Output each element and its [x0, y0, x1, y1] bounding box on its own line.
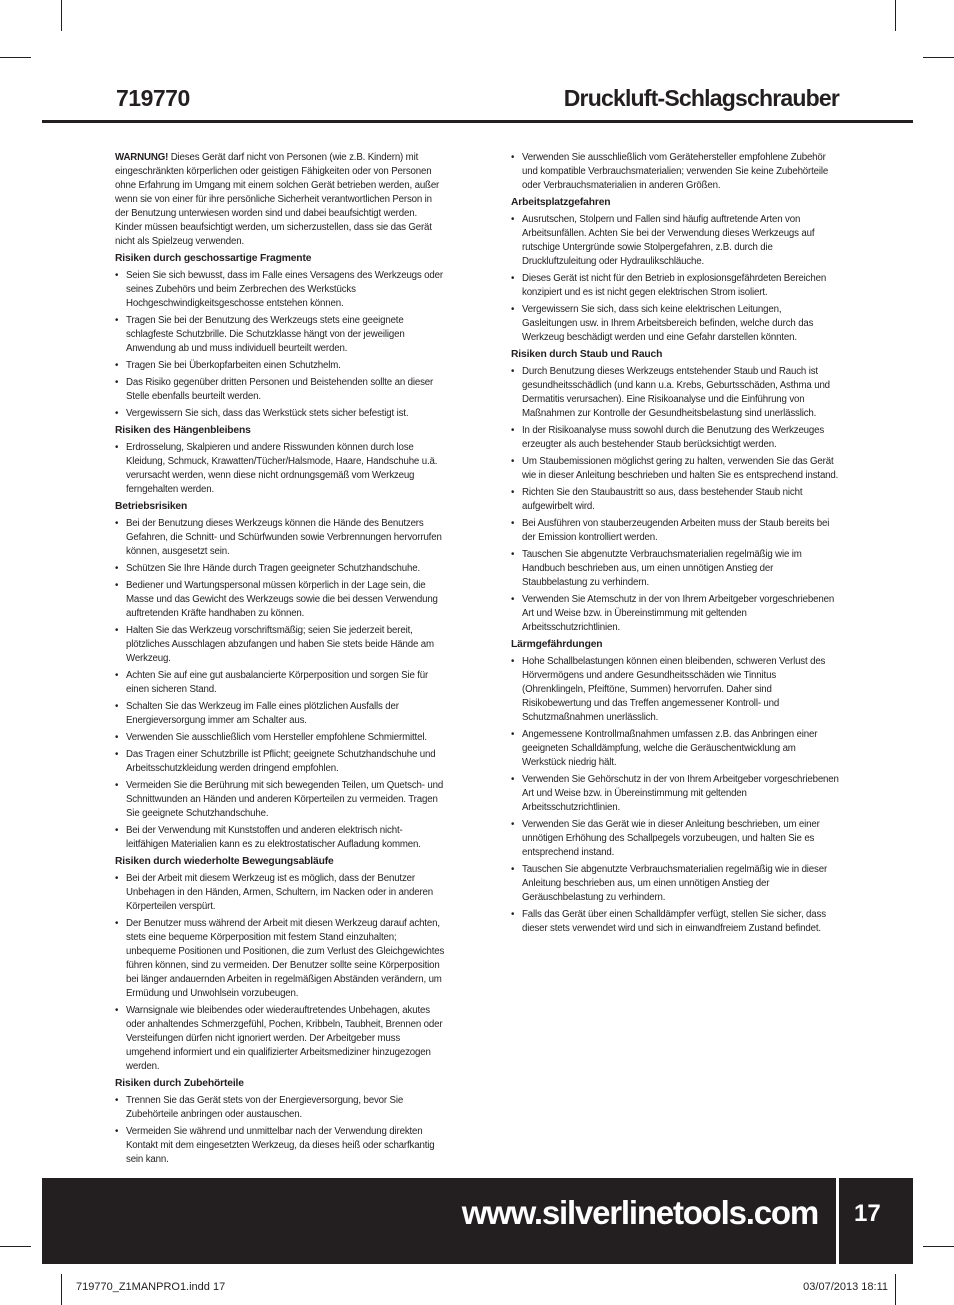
crop-mark [61, 1274, 62, 1305]
bullet-item: • Das Risiko gegenüber dritten Personen und Beistehenden sollte an dieser Stelle ebenfalls beurteilt werden. [115, 376, 445, 404]
bullet-item: • Bei Ausführen von stauberzeugenden Arbeiten muss der Staub bereits bei der Emission kontrolliert werden. [511, 517, 839, 545]
bullet-item: • Erdrosselung, Skalpieren und andere Risswunden können durch lose Kleidung, Schmuck, Krawatten/Tücher/Halsmode, Haare, Handschuhe u.ä. verursacht werden, wenn diese nicht ordnungsgemäß vom Werkzeug ferngehalten werden. [115, 441, 445, 497]
print-slug-datetime: 03/07/2013 18:11 [803, 1281, 888, 1293]
crop-mark [61, 0, 62, 31]
crop-mark [923, 1246, 954, 1247]
bullet-item: • Dieses Gerät ist nicht für den Betrieb in explosionsgefährdeten Bereichen konzipiert und es ist nicht gegen elektrischen Strom isoliert. [511, 272, 839, 300]
crop-mark [895, 0, 896, 31]
page-header [42, 84, 913, 124]
bullet-item: • Vermeiden Sie die Berührung mit sich bewegenden Teilen, um Quetsch- und Schnittwunden an Händen und anderen Körperteilen zu vermeiden. Tragen Sie geeignete Schutzhandschuhe. [115, 779, 445, 821]
bullet-list [115, 872, 445, 1074]
section-heading: Lärmgefährdungen [511, 639, 603, 650]
bullet-item: • Halten Sie das Werkzeug vorschriftsmäßig; seien Sie jederzeit bereit, plötzliches Ausschlagen abzufangen und haben Sie stets beide Hände am Werkzeug. [115, 624, 445, 666]
footer-divider [836, 1178, 839, 1264]
bullet-item: • Falls das Gerät über einen Schalldämpfer verfügt, stellen Sie sicher, dass dieser stets verwendet wird und sich in einwandfreiem Zustand befindet. [511, 908, 839, 936]
left-column [115, 151, 445, 1170]
bullet-item: • Das Tragen einer Schutzbrille ist Pflicht; geeignete Schutzhandschuhe und Arbeitsschutzkleidung werden dringend empfohlen. [115, 748, 445, 776]
product-code: 719770 [116, 85, 190, 111]
section-heading: Risiken durch geschossartige Fragmente [115, 253, 312, 264]
bullet-list [115, 517, 445, 852]
bullet-item: • Um Staubemissionen möglichst gering zu halten, verwenden Sie das Gerät wie in dieser Anleitung beschrieben und halten Sie es entsprechend instand. [511, 455, 839, 483]
bullet-item: • Vergewissern Sie sich, dass sich keine elektrischen Leitungen, Gasleitungen usw. in Ihrem Arbeitsbereich befinden, welche durch das Werkzeug beschädigt werden und eine Gefahr darstellen könnten. [511, 303, 839, 345]
bullet-item: • Tauschen Sie abgenutzte Verbrauchsmaterialien regelmäßig wie im Handbuch beschrieben aus, um einen unnötigen Anstieg der Staubbelastung zu verhindern. [511, 548, 839, 590]
header-rule [42, 120, 913, 123]
warning-label: WARNUNG! [115, 152, 169, 163]
bullet-item: • Bei der Arbeit mit diesem Werkzeug ist es möglich, dass der Benutzer Unbehagen in den Händen, Armen, Schultern, im Nacken oder in anderen Körperteilen verspürt. [115, 872, 445, 914]
bullet-item: • Richten Sie den Staubaustritt so aus, dass bestehender Staub nicht aufgewirbelt wird. [511, 486, 839, 514]
crop-mark [0, 57, 31, 58]
bullet-item: • Tragen Sie bei der Benutzung des Werkzeugs stets eine geeignete schlagfeste Schutzbrille. Die Schutzklasse hängt von der jeweiligen Anwendung ab und muss individuell beurteilt werden. [115, 314, 445, 356]
bullet-item: • Bediener und Wartungspersonal müssen körperlich in der Lage sein, die Masse und das Gewicht des Werkzeugs sowie die bei dessen Verwendung auftretenden Kräfte handhaben zu können. [115, 579, 445, 621]
right-column [511, 151, 839, 939]
footer-bar [42, 1178, 913, 1264]
bullet-item: • Verwenden Sie ausschließlich vom Gerätehersteller empfohlene Zubehör und kompatible Verbrauchsmaterialien; verwenden Sie keine Zubehörteile oder Verbrauchsmaterialien in anderen Größen. [511, 151, 839, 193]
bullet-item: • Verwenden Sie ausschließlich vom Hersteller empfohlene Schmiermittel. [115, 731, 445, 745]
bullet-item: • Bei der Benutzung dieses Werkzeugs können die Hände des Benutzers Gefahren, die Schnitt- und Schürfwunden sowie Verbrennungen hervorrufen können, ausgesetzt sein. [115, 517, 445, 559]
bullet-item: • Bei der Verwendung mit Kunststoffen und anderen elektrisch nicht-leitfähigen Materialien kann es zu elektrostatischer Aufladung kommen. [115, 824, 445, 852]
bullet-item: • Verwenden Sie Atemschutz in der von Ihrem Arbeitgeber vorgeschriebenen Art und Weise bzw. in Übereinstimmung mit geltenden Arbeitsschutzrichtlinien. [511, 593, 839, 635]
bullet-list [511, 365, 839, 635]
bullet-item: • Trennen Sie das Gerät stets von der Energieversorgung, bevor Sie Zubehörteile anbringen oder austauschen. [115, 1094, 445, 1122]
bullet-list [511, 655, 839, 936]
page-number: 17 [854, 1200, 881, 1227]
bullet-item: • Der Benutzer muss während der Arbeit mit diesen Werkzeug darauf achten, stets eine bequeme Körperposition mit festem Stand einzuhalten; unbequeme Positionen und Positionen, die zum Verlust des Gleichgewichtes führen können, sind zu vermeiden. Der Benutzer sollte seine Körperposition bei länger andauernden Arbeiten in regelmäßigen Abständen verändern, um Ermüdung und Unwohlsein vorzubeugen. [115, 917, 445, 1001]
bullet-item: • Verwenden Sie das Gerät wie in dieser Anleitung beschrieben, um einer unnötigen Erhöhung des Schallpegels vorzubeugen, und halten Sie es entsprechend instand. [511, 818, 839, 860]
page-title: Druckluft-Schlagschrauber [563, 85, 839, 111]
bullet-item: • In der Risikoanalyse muss sowohl durch die Benutzung des Werkzeuges erzeugter als auch bestehender Staub berücksichtigt werden. [511, 424, 839, 452]
bullet-item: • Achten Sie auf eine gut ausbalancierte Körperposition und sorgen Sie für einen sicheren Stand. [115, 669, 445, 697]
bullet-item: • Ausrutschen, Stolpern und Fallen sind häufig auftretende Arten von Arbeitsunfällen. Achten Sie bei der Verwendung dieses Werkzeugs auf rutschige Untergründe sowie Stolpergefahren, z.B. durch die Druckluftzuleitung oder Hydraulikschläuche. [511, 213, 839, 269]
bullet-list [115, 269, 445, 421]
section-heading: Risiken des Hängenbleibens [115, 425, 251, 436]
bullet-list [511, 213, 839, 345]
section-heading: Risiken durch wiederholte Bewegungsabläufe [115, 856, 334, 867]
crop-mark [0, 1246, 31, 1247]
bullet-item: • Tragen Sie bei Überkopfarbeiten einen Schutzhelm. [115, 359, 445, 373]
bullet-item: • Verwenden Sie Gehörschutz in der von Ihrem Arbeitgeber vorgeschriebenen Art und Weise bzw. in Übereinstimmung mit geltenden Arbeitsschutzrichtlinien. [511, 773, 839, 815]
bullet-item: • Hohe Schallbelastungen können einen bleibenden, schweren Verlust des Hörvermögens und andere Gesundheitsschäden wie Tinnitus (Ohrenklingeln, Pfeiftöne, Summen) hervorrufen. Daher sind Risikobewertung und das Treffen angemessener Kontroll- und Schutzmaßnahmen unerlässlich. [511, 655, 839, 725]
warning-text: Dieses Gerät darf nicht von Personen (wie z.B. Kindern) mit eingeschränkten körperlichen oder geistigen Fähigkeiten oder von Personen ohne Erfahrung im Umgang mit einem solchen Gerät betrieben werden, außer wenn sie von einer für ihre persönliche Sicherheit verantwortlichen Person in der Benutzung unterwiesen worden sind und dabei beaufsichtigt werden. Kinder müssen beaufsichtigt werden, um sicherzustellen, dass sie das Gerät nicht als Spielzeug verwenden. [115, 152, 440, 247]
section-heading: Risiken durch Zubehörteile [115, 1078, 244, 1089]
section-heading: Risiken durch Staub und Rauch [511, 349, 663, 360]
bullet-item: • Tauschen Sie abgenutzte Verbrauchsmaterialien regelmäßig wie in dieser Anleitung beschrieben aus, um einen unnötigen Anstieg der Geräuschbelastung zu verhindern. [511, 863, 839, 905]
bullet-item: • Vergewissern Sie sich, dass das Werkstück stets sicher befestigt ist. [115, 407, 445, 421]
bullet-item: • Schützen Sie Ihre Hände durch Tragen geeigneter Schutzhandschuhe. [115, 562, 445, 576]
bullet-item: • Schalten Sie das Werkzeug im Falle eines plötzlichen Ausfalls der Energieversorgung immer am Schalter aus. [115, 700, 445, 728]
section-heading: Betriebsrisiken [115, 501, 188, 512]
crop-mark [923, 57, 954, 58]
bullet-item: • Warnsignale wie bleibendes oder wiederauftretendes Unbehagen, akutes oder anhaltendes Schmerzgefühl, Pochen, Kribbeln, Taubheit, Brennen oder Versteifungen dürfen nicht ignoriert werden. Der Arbeitgeber muss umgehend informiert und ein qualifizierter Arbeitsmediziner hinzugezogen werden. [115, 1004, 445, 1074]
section-heading: Arbeitsplatzgefahren [511, 197, 611, 208]
bullet-item: • Seien Sie sich bewusst, dass im Falle eines Versagens des Werkzeugs oder seines Zubehörs und beim Zerbrechen des Werkstücks Hochgeschwindigkeitsgeschosse entstehen können. [115, 269, 445, 311]
warning-paragraph [115, 151, 445, 249]
bullet-list [115, 1094, 445, 1167]
bullet-item: • Vermeiden Sie während und unmittelbar nach der Verwendung direkten Kontakt mit dem eingesetzten Werkzeug, da dieses heiß oder scharfkantig sein kann. [115, 1125, 445, 1167]
print-slug-file: 719770_Z1MANPRO1.indd 17 [76, 1281, 226, 1293]
bullet-list [511, 151, 839, 193]
website-link[interactable]: www.silverlinetools.com [461, 1194, 818, 1231]
crop-mark [895, 1274, 896, 1305]
bullet-list [115, 441, 445, 497]
bullet-item: • Durch Benutzung dieses Werkzeugs entstehender Staub und Rauch ist gesundheitsschädlich (und kann u.a. Krebs, Geburtsschäden, Asthma und Dermatitis verursachen). Eine Risikoanalyse und die Einführung von Maßnahmen zur Kontrolle der Gesundheitsbelastung sind unerlässlich. [511, 365, 839, 421]
bullet-item: • Angemessene Kontrollmaßnahmen umfassen z.B. das Anbringen einer geeigneten Schalldämpfung, welche die Geräuschentwicklung am Werkstück niedrig hält. [511, 728, 839, 770]
